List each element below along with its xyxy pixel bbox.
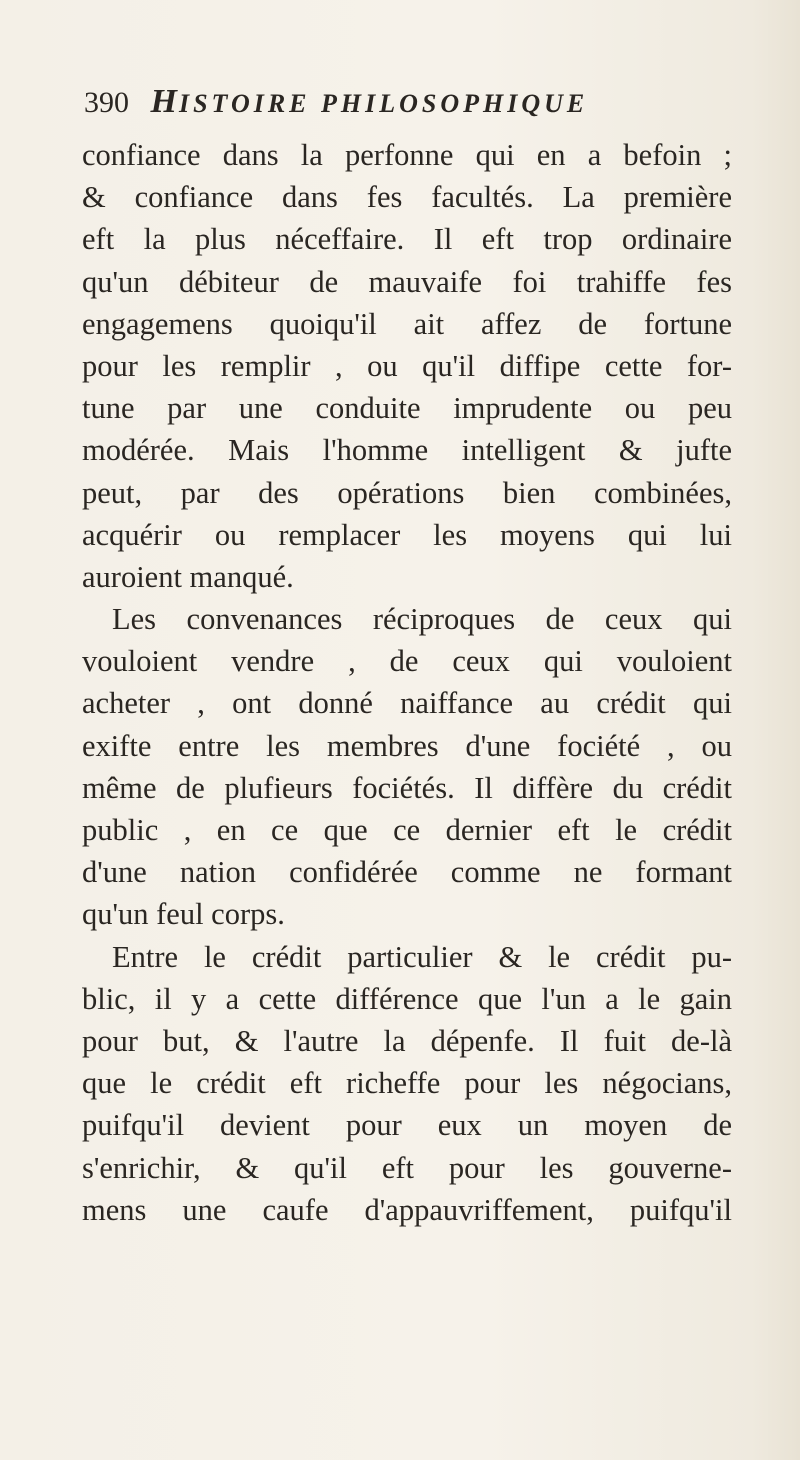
text-line: que le crédit eft richeffe pour les négocians, — [82, 1066, 732, 1101]
text-line: engagemens quoiqu'il ait affez de fortune — [82, 306, 732, 341]
text-line: acquérir ou remplacer les moyens qui lui — [82, 517, 732, 552]
text-line: Entre le crédit particulier & le crédit pu- — [112, 939, 732, 974]
text-line: vouloient vendre , de ceux qui vouloient — [82, 644, 732, 679]
text-line: qu'un feul corps. — [82, 897, 285, 932]
text-line: blic, il y a cette différence que l'un a le gain — [82, 981, 732, 1016]
running-head — [150, 83, 589, 120]
text-line: confiance dans la perfonne qui en a befoin ; — [82, 138, 732, 172]
text-line: exifte entre les membres d'une fociété , ou — [82, 728, 732, 763]
page-header — [84, 82, 724, 122]
text-line: eft la plus néceffaire. Il eft trop ordinaire — [82, 222, 732, 257]
text-line: même de plufieurs fociétés. Il diffère du crédit — [82, 770, 732, 805]
page-number: 390 — [84, 86, 129, 119]
text-line: puifqu'il devient pour eux un moyen de — [82, 1108, 732, 1143]
text-line: d'une nation confidérée comme ne formant — [82, 855, 732, 890]
running-head-text: ISTOIRE PHILOSOPHIQUE — [178, 89, 589, 118]
text-line: tune par une conduite imprudente ou peu — [82, 391, 732, 426]
body-text — [82, 134, 732, 1231]
text-line: qu'un débiteur de mauvaife foi trahiffe fes — [82, 264, 732, 299]
text-line: pour les remplir , ou qu'il diffipe cette for- — [82, 348, 732, 383]
text-line: public , en ce que ce dernier eft le crédit — [82, 813, 732, 847]
text-line: auroient manqué. — [82, 559, 294, 594]
text-line: acheter , ont donné naiffance au crédit qui — [82, 686, 732, 721]
text-line: s'enrichir, & qu'il eft pour les gouverne- — [82, 1150, 732, 1185]
text-line: & confiance dans fes facultés. La première — [82, 180, 732, 215]
text-line: pour but, & l'autre la dépenfe. Il fuit de-là — [82, 1023, 732, 1058]
text-line: Les convenances réciproques de ceux qui — [112, 602, 732, 637]
running-head-initial: H — [150, 83, 179, 120]
text-line: mens une caufe d'appauvriffement, puifqu'il — [82, 1192, 732, 1227]
text-line: modérée. Mais l'homme intelligent & jufte — [82, 433, 732, 468]
text-line: peut, par des opérations bien combinées, — [82, 475, 732, 510]
